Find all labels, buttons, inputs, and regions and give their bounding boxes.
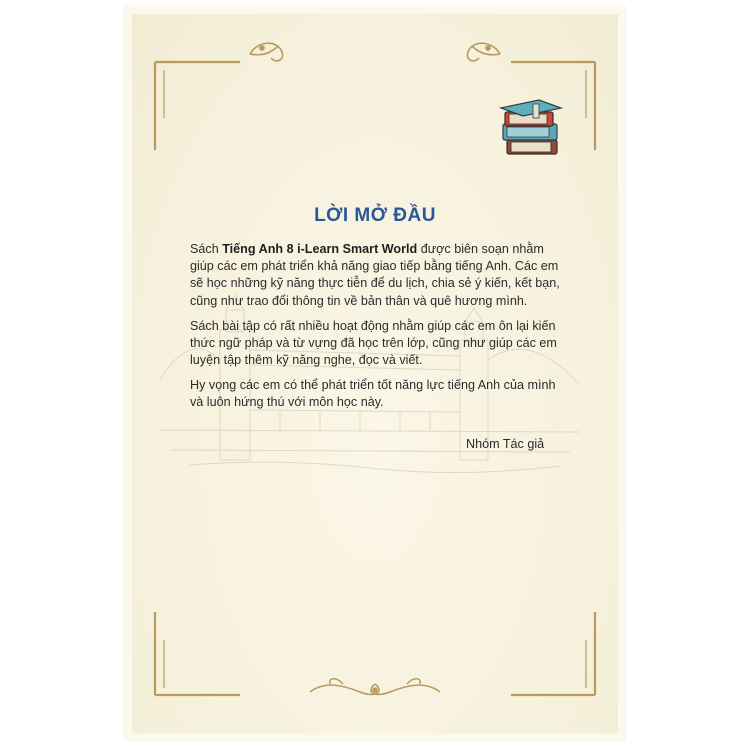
intro-paragraph: [190, 241, 570, 310]
signature: Nhóm Tác giả: [466, 437, 545, 451]
page-title: LỜI MỞ ĐẦU: [314, 205, 436, 226]
intro-lead-text: Sách: [190, 242, 223, 256]
intro-rest-text: được biên soạn nhằm giúp các em phát triển khả năng giao tiếp bằng tiếng Anh. Các em sẽ học những kỹ năng thực tiễn để du lịch, chia sẻ ý kiến, kết bạn, cũng như trao đổi thông tin về bản thân và quê hương mình.: [190, 242, 560, 308]
stack-of-books-icon: [499, 98, 567, 160]
second-paragraph: Sách bài tập có rất nhiều hoạt động nhằm giúp các em ôn lại kiến thức ngữ pháp và từ vựng đã học trên lớp, cũng như giúp các em luyện tập thêm kỹ năng nghe, đọc và viết.: [190, 319, 557, 368]
flourish-ornament-icon: [310, 679, 440, 695]
book-title-text: Tiếng Anh 8 i-Learn Smart World: [222, 242, 418, 256]
scroll-ornament-icon: [250, 43, 500, 61]
third-paragraph: Hy vọng các em có thể phát triển tốt năng lực tiếng Anh của mình và luôn hứng thú với môn học này.: [190, 378, 556, 410]
